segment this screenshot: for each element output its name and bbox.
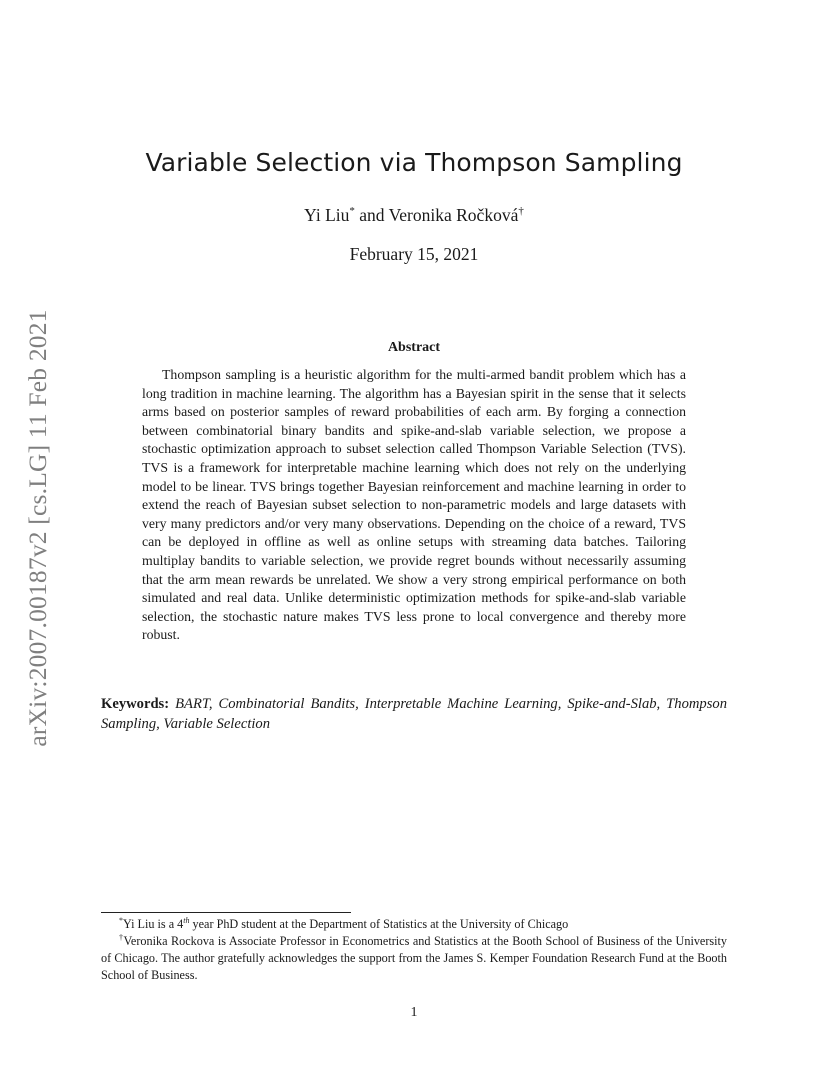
footnote-author-1 <box>101 916 727 933</box>
footnote-text: Yi Liu is a 4 <box>123 917 184 931</box>
arxiv-identifier-stamp: arXiv:2007.00187v2 [cs.LG] 11 Feb 2021 <box>23 309 52 747</box>
footnotes <box>101 916 727 984</box>
keywords-label: Keywords: <box>101 696 170 712</box>
footnote-text: year PhD student at the Department of Statistics at the University of Chicago <box>189 917 569 931</box>
keywords-paragraph <box>101 695 727 734</box>
paper-title: Variable Selection via Thompson Sampling <box>145 148 683 177</box>
publication-date: February 15, 2021 <box>349 244 479 264</box>
author-line <box>0 205 828 226</box>
abstract-body: Thompson sampling is a heuristic algorithm for the multi-armed bandit problem which has a long tradition in machine learning. The algorithm has a Bayesian spirit in the sense that it selects arms based on posterior samples of reward probabilities of each arm. By forging a connection between combinatorial binary bandits and spike-and-slab variable selection, we propose a stochastic optimization approach to subset selection called Thompson Variable Selection (TVS). TVS is a framework for interpretable machine learning which does not rely on the underlying model to be linear. TVS brings together Bayesian reinforcement and machine learning in order to extend the reach of Bayesian subset selection to non-parametric models and large datasets with very many predictors and/or very many observations. Depending on the choice of a reward, TVS can be deployed in offline as well as online setups with streaming data batches. Tailoring multiplay bandits to variable selection, we provide regret bounds without necessarily assuming that the arm mean rewards be unrelated. We show a very strong empirical performance on both simulated and real data. Unlike deterministic optimization methods for spike-and-slab variable selection, the stochastic nature makes TVS less prone to local convergence and thereby more robust. <box>142 367 686 643</box>
author-connector: and <box>354 205 389 225</box>
ordinal-superscript: th <box>183 916 190 925</box>
footnote-mark: * <box>119 916 123 925</box>
keywords-list: BART, Combinatorial Bandits, Interpretable Machine Learning, Spike-and-Slab, Thompson Sampling, Variable Selection <box>101 696 727 732</box>
footnote-mark: † <box>119 933 124 942</box>
author-name: Veronika Ročková <box>388 205 519 225</box>
page-number: 1 <box>410 1005 418 1020</box>
author-name: Yi Liu <box>304 205 350 225</box>
footnote-text: Veronika Rockova is Associate Professor in Econometrics and Statistics at the Booth School of Business of the University of Chicago. The author gratefully acknowledges the support from the James S. Kemper Foundation Research Fund at the Booth School of Business. <box>101 934 728 982</box>
author-footnote-mark: * <box>349 205 355 217</box>
author-footnote-mark: † <box>518 205 524 217</box>
abstract-heading: Abstract <box>387 340 441 355</box>
footnote-divider <box>101 912 351 913</box>
footnote-author-2 <box>101 933 727 984</box>
